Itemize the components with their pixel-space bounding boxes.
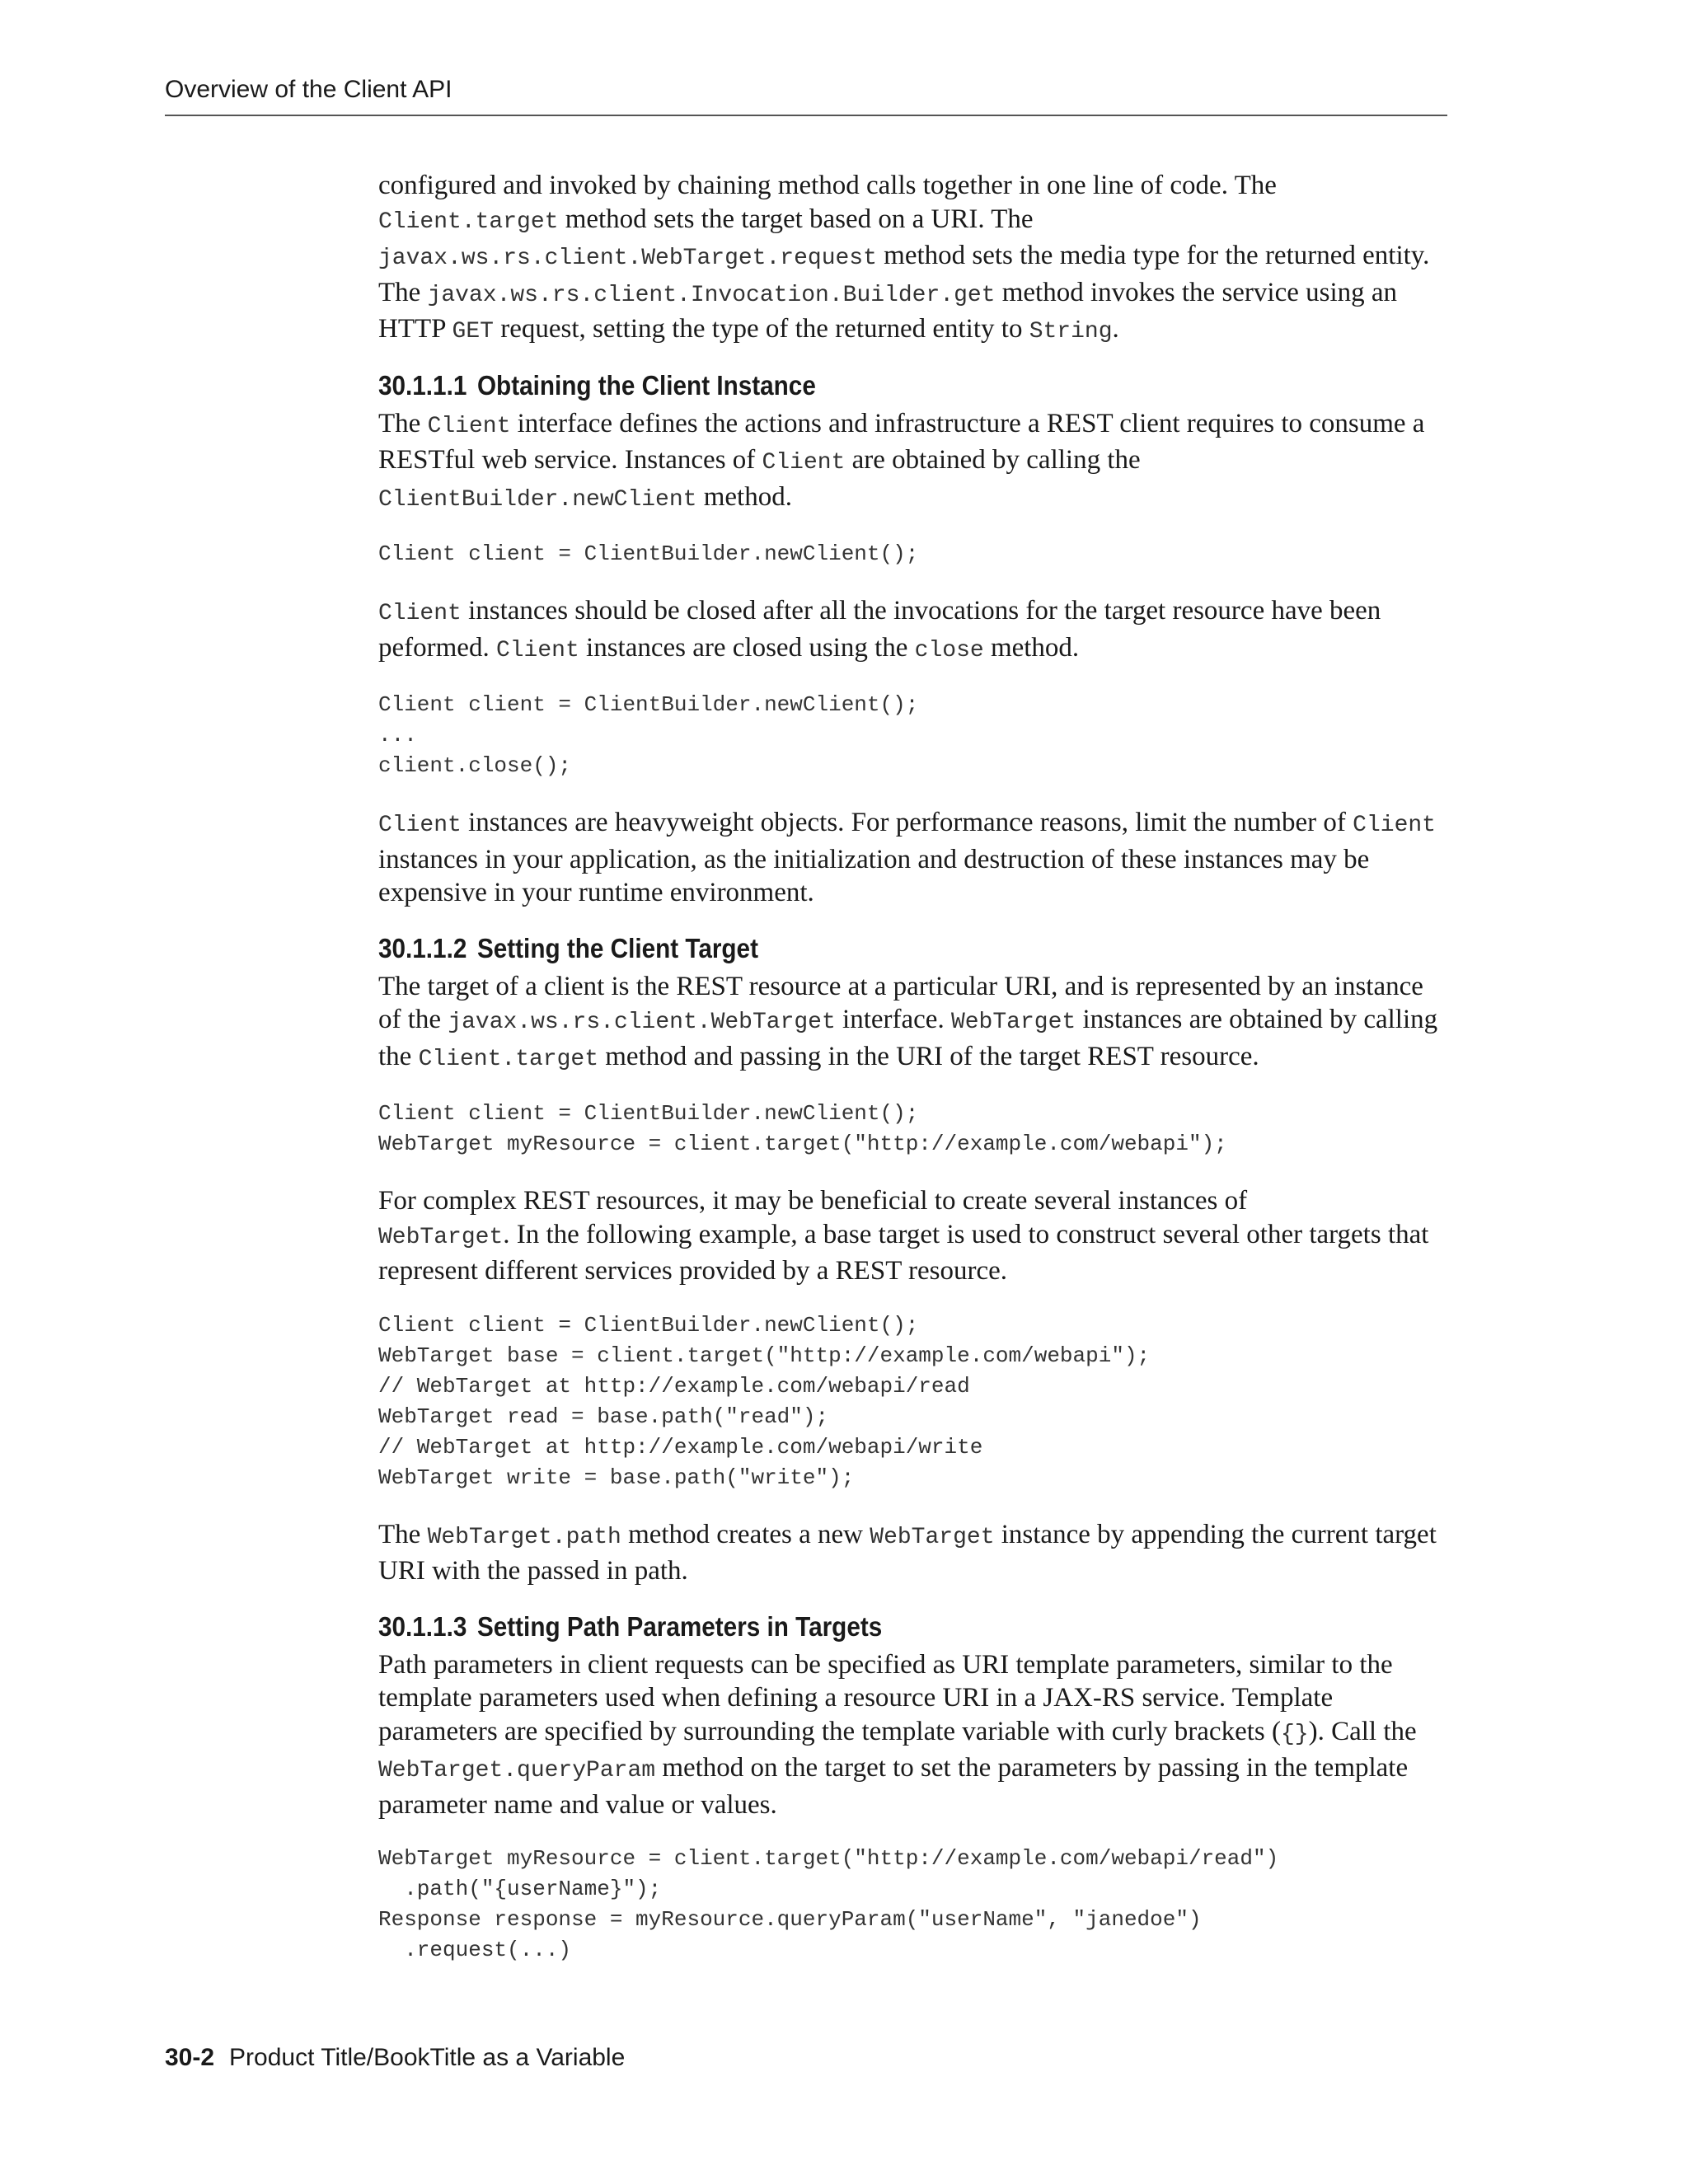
inline-code: Client: [495, 637, 579, 663]
code-block: Client client = ClientBuilder.newClient(); WebTarget myResource = client.target("http://example.com/webapi");: [378, 1101, 1227, 1156]
section-title: Setting Path Parameters in Targets: [476, 1610, 883, 1642]
inline-code: GET: [452, 319, 494, 344]
text: method sets the media type for the returned entity. The: [378, 241, 1430, 307]
text: instances are obtained by calling the: [378, 1005, 1438, 1071]
text: instances are heavyweight objects. For performance reasons, limit the number of: [461, 808, 1353, 837]
text: method.: [696, 481, 792, 512]
inline-code: close: [914, 637, 984, 663]
inline-code: WebTarget: [950, 1010, 1076, 1035]
paragraph: [378, 806, 1450, 910]
inline-code: Client: [427, 413, 511, 439]
inline-code: Client: [1353, 813, 1436, 838]
inline-code: Client.target: [418, 1046, 599, 1072]
page-footer: [165, 2044, 625, 2072]
code-block: WebTarget myResource = client.target("http://example.com/webapi/read") .path("{userName}"); Response response = myResource.queryParam("userName", "janedoe") .request(...): [378, 1846, 1279, 1962]
text: are obtained by calling the: [845, 445, 1141, 475]
paragraph: [378, 1648, 1450, 1822]
text: The target of a client is the REST resource at a particular URI, and is represented by an instance of the: [378, 971, 1423, 1034]
text: .: [1112, 314, 1119, 344]
section-heading-client-target: [378, 932, 1343, 965]
text: For complex REST resources, it may be beneficial to create several instances of: [378, 1186, 1248, 1216]
inline-code: javax.ws.rs.client.Invocation.Builder.get: [427, 282, 996, 308]
text: configured and invoked by chaining method calls together in one line of code. The: [378, 171, 1277, 200]
text: method sets the target based on a URI. The: [558, 204, 1034, 234]
text: Path parameters in client requests can be specified as URI template parameters, similar to the template parameters used when defining a resource URI in a JAX-RS service. Template parameters are specified by surrounding the template variable with curly brackets (: [378, 1649, 1393, 1746]
inline-code: WebTarget.path: [427, 1524, 621, 1550]
section-title: Obtaining the Client Instance: [476, 369, 816, 401]
inline-code: Client: [378, 601, 462, 626]
text: interface defines the actions and infrastructure a REST client requires to consume a RESTful web service. Instances of: [378, 408, 1425, 475]
section-heading-path-parameters: [378, 1610, 1343, 1643]
section-number: 30.1.1.1: [378, 369, 467, 401]
running-header: Overview of the Client API: [165, 76, 452, 103]
text: The: [378, 1519, 428, 1549]
paragraph: [378, 407, 1450, 518]
inline-code: WebTarget.queryParam: [378, 1758, 656, 1783]
text: . In the following example, a base target is used to construct several other targets that represent different services provided by a REST resource.: [378, 1219, 1429, 1286]
page-content: [378, 169, 1450, 1990]
paragraph: [378, 970, 1450, 1077]
paragraph: [378, 1184, 1450, 1288]
inline-code: Client: [378, 813, 462, 838]
inline-code: ClientBuilder.newClient: [378, 486, 697, 513]
inline-code: {}: [1280, 1721, 1309, 1747]
inline-code: javax.ws.rs.client.WebTarget: [448, 1010, 836, 1035]
inline-code: Client.target: [378, 209, 559, 235]
text: instance by appending the current target URI with the passed in path.: [378, 1519, 1437, 1586]
text: instances in your application, as the initialization and destruction of these instances may be expensive in your runtime environment.: [378, 844, 1370, 907]
header-rule: [165, 115, 1447, 116]
text: The: [378, 408, 428, 438]
book-title: Product Title/BookTitle as a Variable: [229, 2044, 626, 2071]
text: request, setting the type of the returned entity to: [493, 314, 1029, 344]
text: ). Call the: [1308, 1716, 1417, 1746]
text: method invokes the service using an HTTP: [378, 277, 1398, 344]
inline-code: WebTarget: [870, 1524, 995, 1550]
intro-paragraph: [378, 169, 1450, 349]
code-block: Client client = ClientBuilder.newClient();: [378, 541, 919, 566]
text: method on the target to set the parameters by passing in the template parameter name and value or values.: [378, 1753, 1409, 1820]
inline-code: javax.ws.rs.client.WebTarget.request: [378, 246, 877, 271]
section-number: 30.1.1.3: [378, 1610, 467, 1642]
code-block: Client client = ClientBuilder.newClient(); WebTarget base = client.target("http://example.com/webapi"); // WebTarget at http://example.com/webapi/read WebTarget read = base.path("read"); // WebTarget at http://example.com/webapi/write WebTarget write = base.path("write");: [378, 1312, 1151, 1490]
paragraph: [378, 1518, 1450, 1588]
inline-code: String: [1029, 319, 1113, 344]
code-block: Client client = ClientBuilder.newClient(); ... client.close();: [378, 692, 919, 778]
page-number: 30-2: [165, 2044, 215, 2071]
text: instances are closed using the: [579, 632, 915, 663]
inline-code: Client: [762, 450, 846, 476]
text: method and passing in the URI of the target REST resource.: [598, 1041, 1259, 1071]
inline-code: WebTarget: [378, 1224, 504, 1250]
section-number: 30.1.1.2: [378, 932, 467, 963]
text: method.: [983, 632, 1080, 663]
section-heading-obtaining-client: [378, 369, 1343, 402]
paragraph: [378, 594, 1450, 668]
section-title: Setting the Client Target: [476, 932, 758, 963]
text: method creates a new: [621, 1519, 870, 1549]
text: interface.: [835, 1005, 951, 1034]
text: instances should be closed after all the invocations for the target resource have been peformed.: [378, 596, 1381, 663]
